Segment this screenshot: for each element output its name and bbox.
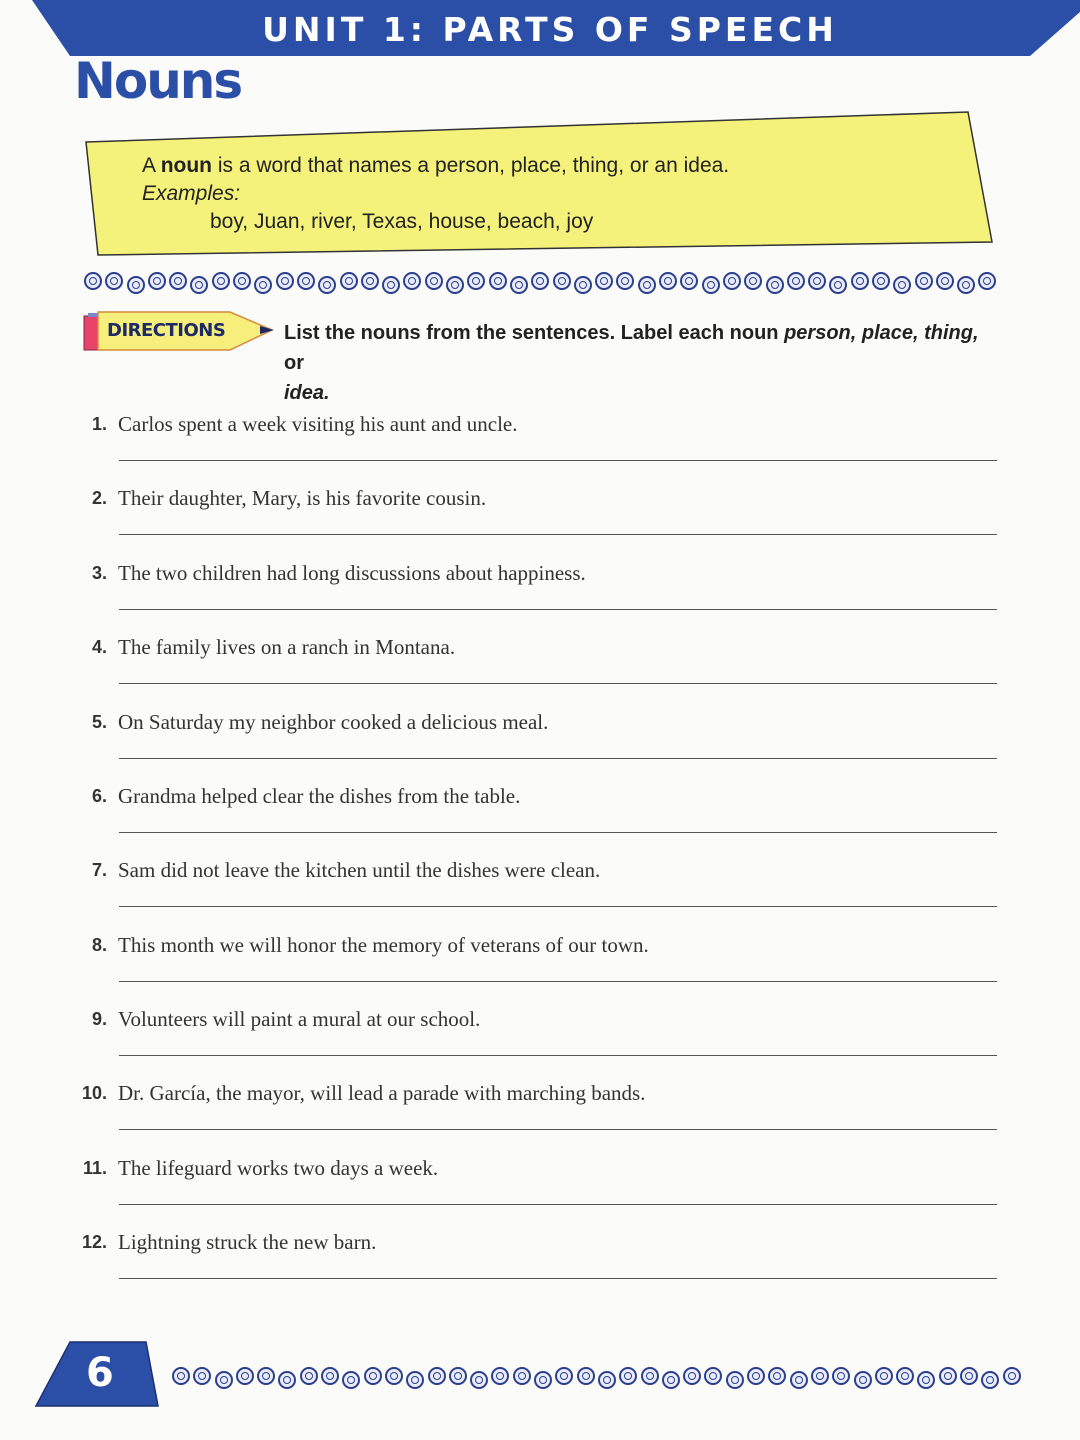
ring-decoration-icon	[978, 272, 996, 290]
directions-text-a: List the nouns from the sentences. Label each noun	[284, 322, 785, 344]
ring-decoration-icon	[744, 272, 762, 290]
ring-decoration-icon	[510, 276, 528, 294]
question-number: 6.	[91, 786, 107, 806]
ring-decoration-icon	[169, 272, 187, 290]
answer-line[interactable]	[119, 1129, 997, 1130]
ring-decoration-icon	[915, 272, 933, 290]
ring-decoration-icon	[641, 1367, 659, 1385]
ring-decoration-icon	[598, 1371, 616, 1389]
question-text: Volunteers will paint a mural at our school.	[118, 1007, 481, 1031]
ring-decoration-icon	[318, 276, 336, 294]
ring-decoration-icon	[896, 1367, 914, 1385]
ring-decoration-icon	[808, 272, 826, 290]
question-text: Dr. García, the mayor, will lead a parade with marching bands.	[118, 1081, 646, 1105]
ring-decoration-icon	[297, 272, 315, 290]
ring-decoration-icon	[875, 1367, 893, 1385]
ring-decoration-icon	[361, 272, 379, 290]
ring-decoration-icon	[491, 1367, 509, 1385]
ring-decoration-icon	[300, 1367, 318, 1385]
page-number: 6	[86, 1350, 114, 1396]
answer-line[interactable]	[119, 832, 997, 833]
ring-decoration-icon	[577, 1367, 595, 1385]
page-title: Nouns	[74, 52, 242, 110]
question-number: 12.	[81, 1232, 107, 1252]
question-item	[80, 1083, 1000, 1153]
ring-decoration-icon	[1003, 1367, 1021, 1385]
question-number: 2.	[91, 488, 107, 508]
ring-decoration-icon	[704, 1367, 722, 1385]
ring-decoration-icon	[747, 1367, 765, 1385]
answer-line[interactable]	[119, 1204, 997, 1205]
ring-decoration-icon	[832, 1367, 850, 1385]
ring-decoration-icon	[127, 276, 145, 294]
ring-decoration-icon	[385, 1367, 403, 1385]
question-item	[80, 712, 1000, 782]
definition-text	[142, 152, 729, 236]
ring-decoration-icon	[364, 1367, 382, 1385]
ring-decoration-icon	[215, 1371, 233, 1389]
ring-decoration-icon	[662, 1371, 680, 1389]
ring-decoration-icon	[342, 1371, 360, 1389]
ring-decoration-icon	[768, 1367, 786, 1385]
ring-decoration-icon	[851, 272, 869, 290]
answer-line[interactable]	[119, 981, 997, 982]
question-item	[80, 1009, 1000, 1079]
ring-divider-top	[84, 272, 1004, 298]
question-text: Sam did not leave the kitchen until the dishes were clean.	[118, 858, 601, 882]
question-item	[80, 637, 1000, 707]
ring-decoration-icon	[148, 272, 166, 290]
ring-decoration-icon	[553, 272, 571, 290]
question-number: 3.	[91, 563, 107, 583]
question-item	[80, 563, 1000, 633]
ring-decoration-icon	[257, 1367, 275, 1385]
unit-title: UNIT 1: PARTS OF SPEECH	[262, 10, 838, 49]
question-text: The family lives on a ranch in Montana.	[118, 635, 456, 659]
ring-decoration-icon	[446, 276, 464, 294]
ring-decoration-icon	[276, 272, 294, 290]
ring-decoration-icon	[172, 1367, 190, 1385]
ring-decoration-icon	[960, 1367, 978, 1385]
ring-decoration-icon	[766, 276, 784, 294]
question-number: 4.	[91, 637, 107, 657]
question-number: 8.	[91, 935, 107, 955]
directions-label: DIRECTIONS	[107, 320, 226, 341]
ring-decoration-icon	[233, 272, 251, 290]
definition-prefix: A	[142, 154, 161, 177]
question-number: 1.	[91, 414, 107, 434]
ring-decoration-icon	[917, 1371, 935, 1389]
question-item	[80, 414, 1000, 484]
ring-decoration-icon	[254, 276, 272, 294]
ring-decoration-icon	[683, 1367, 701, 1385]
ring-decoration-icon	[531, 272, 549, 290]
question-text: The lifeguard works two days a week.	[118, 1156, 439, 1180]
ring-decoration-icon	[638, 276, 656, 294]
examples-label: Examples:	[142, 182, 241, 205]
definition-term: noun	[160, 154, 212, 177]
ring-decoration-icon	[680, 272, 698, 290]
ring-decoration-icon	[403, 272, 421, 290]
ring-decoration-icon	[811, 1367, 829, 1385]
question-text: Their daughter, Mary, is his favorite cousin.	[118, 486, 487, 510]
ring-decoration-icon	[428, 1367, 446, 1385]
ring-decoration-icon	[854, 1371, 872, 1389]
ring-decoration-icon	[84, 272, 102, 290]
ring-decoration-icon	[787, 272, 805, 290]
question-item	[80, 488, 1000, 558]
definition-rest: is a word that names a person, place, thing, or an idea.	[212, 154, 730, 177]
answer-line[interactable]	[119, 906, 997, 907]
ring-decoration-icon	[278, 1371, 296, 1389]
ring-decoration-icon	[659, 272, 677, 290]
answer-line[interactable]	[119, 1055, 997, 1056]
answer-line[interactable]	[119, 609, 997, 610]
ring-decoration-icon	[595, 272, 613, 290]
question-item	[80, 935, 1000, 1005]
ring-decoration-icon	[957, 276, 975, 294]
question-item	[80, 786, 1000, 856]
question-text: Carlos spent a week visiting his aunt and uncle.	[118, 412, 518, 436]
ring-decoration-icon	[981, 1371, 999, 1389]
question-text: Grandma helped clear the dishes from the table.	[118, 784, 521, 808]
answer-line[interactable]	[119, 758, 997, 759]
examples-list: boy, Juan, river, Texas, house, beach, joy	[210, 210, 594, 233]
question-text: This month we will honor the memory of veterans of our town.	[118, 933, 649, 957]
ring-decoration-icon	[790, 1371, 808, 1389]
ring-decoration-icon	[406, 1371, 424, 1389]
question-item	[80, 860, 1000, 930]
ring-decoration-icon	[321, 1367, 339, 1385]
ring-decoration-icon	[534, 1371, 552, 1389]
ring-decoration-icon	[513, 1367, 531, 1385]
question-text: Lightning struck the new barn.	[118, 1230, 377, 1254]
question-item	[80, 1158, 1000, 1228]
ring-decoration-icon	[936, 272, 954, 290]
ring-decoration-icon	[489, 272, 507, 290]
question-item	[80, 1232, 1000, 1302]
directions-text-italic2: idea.	[284, 382, 330, 404]
ring-decoration-icon	[555, 1367, 573, 1385]
question-number: 11.	[82, 1158, 107, 1178]
ring-decoration-icon	[616, 272, 634, 290]
ring-decoration-icon	[236, 1367, 254, 1385]
ring-decoration-icon	[726, 1371, 744, 1389]
ring-decoration-icon	[340, 272, 358, 290]
question-number: 5.	[91, 712, 107, 732]
ring-decoration-icon	[723, 272, 741, 290]
ring-decoration-icon	[893, 276, 911, 294]
ring-decoration-icon	[105, 272, 123, 290]
directions-text-b: or	[284, 352, 304, 374]
question-text: On Saturday my neighbor cooked a delicious meal.	[118, 710, 549, 734]
ring-decoration-icon	[619, 1367, 637, 1385]
ring-decoration-icon	[467, 272, 485, 290]
ring-decoration-icon	[425, 272, 443, 290]
question-number: 9.	[91, 1009, 107, 1029]
answer-line[interactable]	[119, 460, 997, 461]
ring-divider-bottom	[172, 1367, 1032, 1393]
answer-line[interactable]	[119, 1278, 997, 1279]
answer-line[interactable]	[119, 534, 997, 535]
directions-text	[284, 318, 994, 408]
question-number: 7.	[91, 860, 107, 880]
ring-decoration-icon	[939, 1367, 957, 1385]
ring-decoration-icon	[574, 276, 592, 294]
question-number: 10.	[81, 1083, 107, 1103]
ring-decoration-icon	[449, 1367, 467, 1385]
ring-decoration-icon	[190, 276, 208, 294]
ring-decoration-icon	[702, 276, 720, 294]
ring-decoration-icon	[193, 1367, 211, 1385]
question-text: The two children had long discussions about happiness.	[118, 561, 586, 585]
ring-decoration-icon	[212, 272, 230, 290]
ring-decoration-icon	[872, 272, 890, 290]
ring-decoration-icon	[382, 276, 400, 294]
directions-text-italic: person, place, thing,	[784, 322, 979, 344]
ring-decoration-icon	[470, 1371, 488, 1389]
ring-decoration-icon	[829, 276, 847, 294]
answer-line[interactable]	[119, 683, 997, 684]
